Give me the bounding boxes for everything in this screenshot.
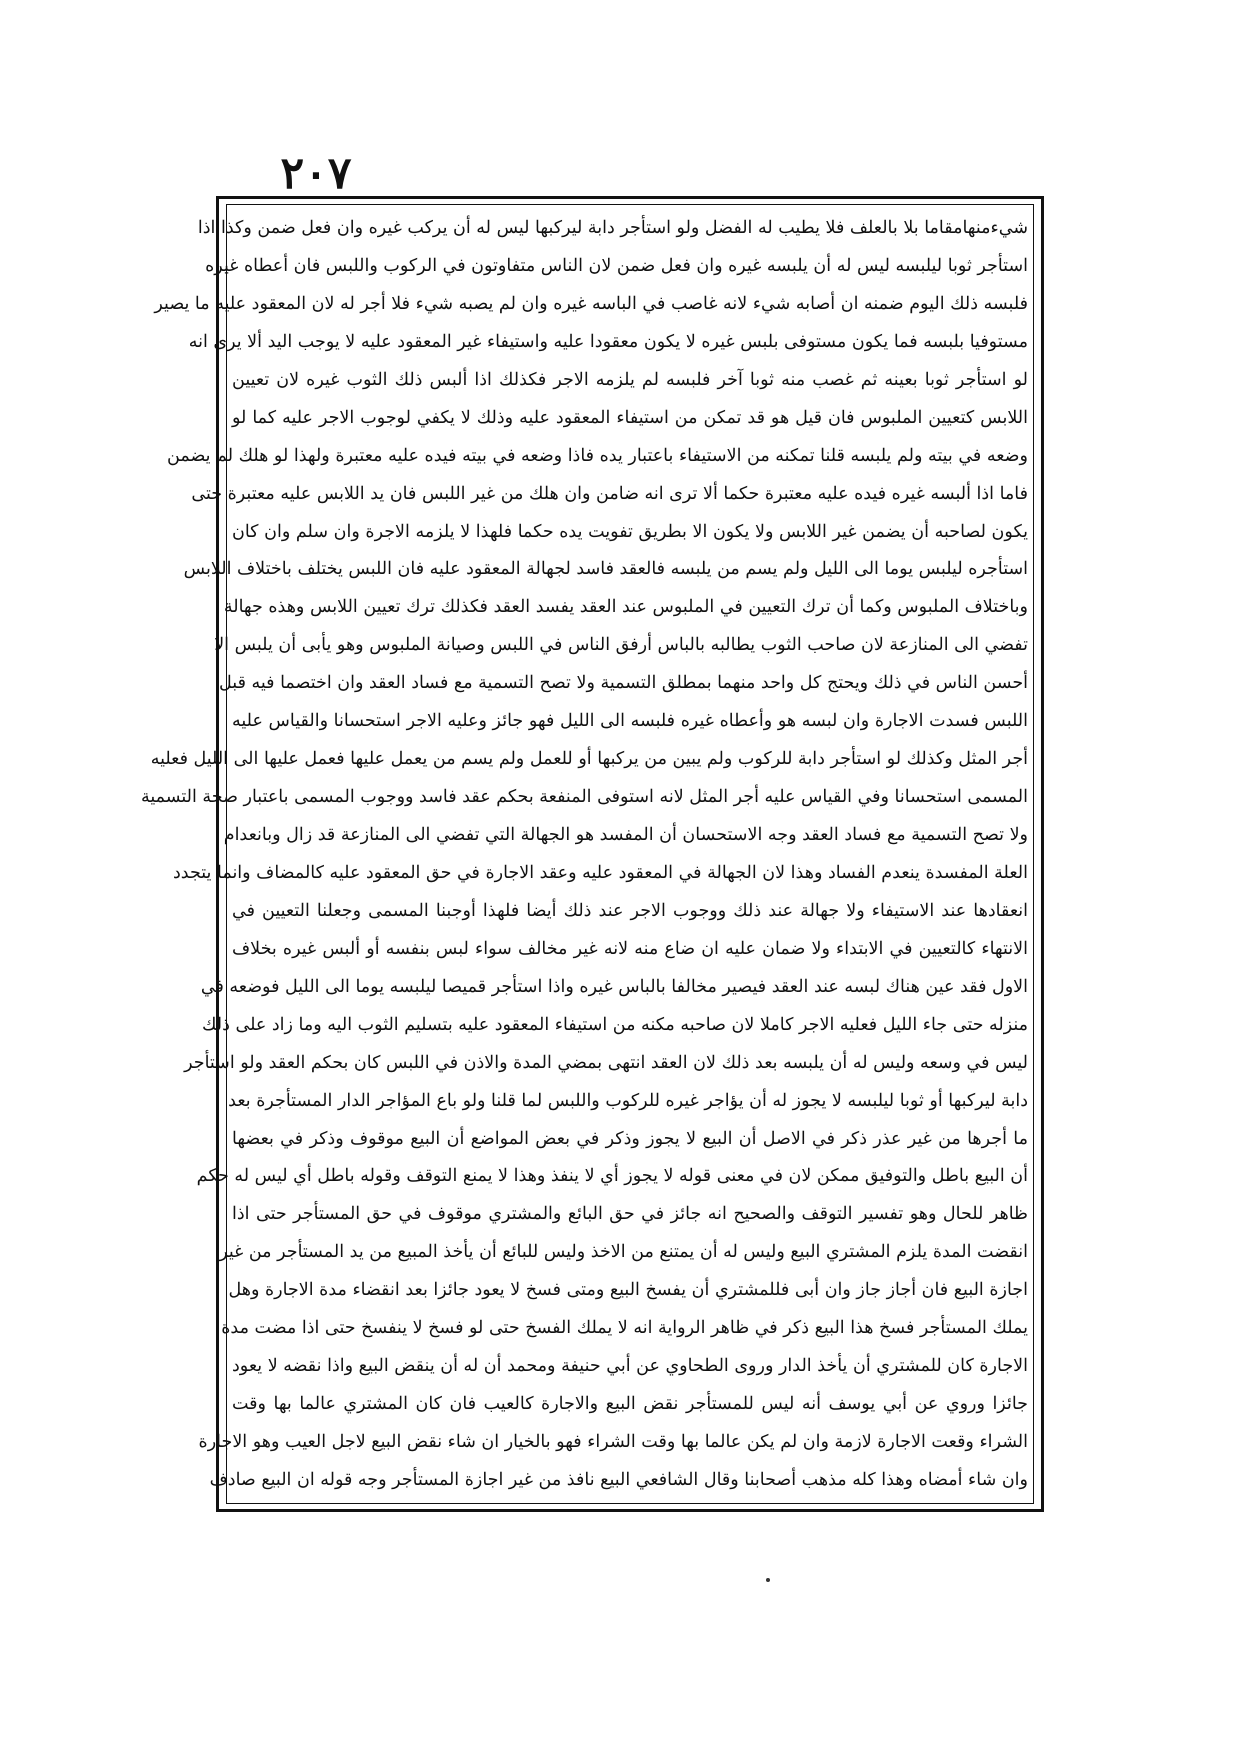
text-line: اللبس فسدت الاجارة وان لبسه هو وأعطاه غيره فلبسه الى الليل فهو جائز وعليه الاجر استحسانا والقياس عليه	[232, 711, 1028, 732]
text-line: منزله حتى جاء الليل فعليه الاجر كاملا لان صاحبه مكنه من استيفاء المعقود عليه بتسليم الثوب اليه وما زاد على ذلك	[202, 1014, 1028, 1035]
text-line: ليس في وسعه وليس له أن يلبسه بعد ذلك لان العقد انتهى بمضي المدة والاذن في اللبس كان بحكم العقد ولو استأجر	[184, 1052, 1028, 1073]
text-line: انعقادها عند الاستيفاء ولا جهالة عند ذلك ووجوب الاجر عند ذلك أيضا فلهذا أوجبنا المسمى وجعلنا التعيين في	[232, 900, 1028, 921]
text-line: انقضت المدة يلزم المشتري البيع وليس له أن يمتنع من الاخذ وليس للبائع أن يأخذ المبيع من يد المستأجر من غير	[219, 1242, 1028, 1263]
text-line: الانتهاء كالتعيين في الابتداء ولا ضمان عليه ان ضاع منه لانه غير مخالف سواء لبس بنفسه أو ألبس غيره بخلاف	[232, 938, 1028, 959]
text-line: وان شاء أمضاه وهذا كله مذهب أصحابنا وقال الشافعي البيع نافذ من غير اجازة المستأجر وجه قوله ان البيع صادف	[209, 1469, 1028, 1490]
text-line: الاجارة كان للمشتري أن يأخذ الدار وروى الطحاوي عن أبي حنيفة ومحمد أن له أن ينقض البيع واذا نقضه لا يعود	[231, 1356, 1028, 1377]
text-line: يملك المستأجر فسخ هذا البيع ذكر في ظاهر الرواية انه لا يملك الفسخ حتى لو فسخ لا ينفسخ حتى اذا مضت مدة	[221, 1318, 1028, 1339]
text-line: وضعه في بيته ولم يلبسه قلنا تمكنه من الاستيفاء باعتبار يده فاذا وضعه في بيته فيده عليه معتبرة ولهذا لو هلك لم يضمن	[167, 445, 1028, 466]
text-body	[140, 210, 1028, 1498]
text-line: تفضي الى المنازعة لان صاحب الثوب يطالبه بالباس أرفق الناس في اللبس وصيانة الملبوس وهو يأبى أن يلبس الا	[214, 635, 1028, 656]
text-line: دابة ليركبها أو ثوبا ليلبسه لا يجوز له أن يؤاجر غيره للركوب واللبس لما قلنا ولو باع المؤاجر الدار المستأجرة بعد	[228, 1090, 1028, 1111]
text-line: يكون لصاحبه أن يضمن غير اللابس ولا يكون الا بطريق تفويت يده حكما فلهذا لا يلزمه الاجرة وان سلم وان كان	[232, 521, 1028, 542]
text-line: اجازة البيع فان أجاز جاز وان أبى فللمشتري أن يفسخ البيع ومتى فسخ لا يعود جائزا بعد انقضاء مدة الاجارة وهل	[228, 1280, 1028, 1301]
text-line: الشراء وقعت الاجارة لازمة وان لم يكن عالما بها وقت الشراء فهو بالخيار ان شاء نقض البيع لاجل العيب وهو الاجارة	[198, 1432, 1028, 1452]
text-line: ولا تصح التسمية مع فساد العقد وجه الاستحسان أن المفسد هو الجهالة التي تفضي الى المنازعة قد زال وبانعدام	[223, 825, 1028, 845]
text-line: جائزا وروي عن أبي يوسف أنه ليس للمستأجر نقض البيع والاجارة كالعيب فان كان المشتري عالما بها وقت	[232, 1394, 1028, 1415]
text-line: أحسن الناس في ذلك ويحتج كل واحد منهما بمطلق التسمية ولا تصح التسمية مع فساد العقد وان اختصما فيه قبل	[219, 673, 1028, 694]
text-line: ظاهر للحال وهو تفسير التوقف والصحيح انه جائز في حق البائع والمشتري موقوف في حق المستأجر حتى اذا	[232, 1204, 1028, 1225]
text-line: استأجر ثوبا ليلبسه ليس له أن يلبسه غيره وان فعل ضمن لان الناس متفاوتون في الركوب واللبس فان أعطاه غيره	[205, 255, 1028, 276]
text-line: أجر المثل وكذلك لو استأجر دابة للركوب ولم يبين من يركبها أو للعمل ولم يسم من يعمل عليها فعمل عليها الى الليل فعليه	[150, 749, 1028, 770]
text-line: فلبسه ذلك اليوم ضمنه ان أصابه شيء لانه غاصب في الباسه غيره وان لم يصبه شيء فلا أجر له لان المعقود عليه ما يصير	[154, 293, 1028, 314]
text-line: فاما اذا ألبسه غيره فيده عليه معتبرة حكما ألا ترى انه ضامن وان هلك من غير اللبس فان يد اللابس عليه معتبرة حتى	[191, 483, 1028, 504]
page-number: ٢٠٧	[280, 148, 352, 199]
text-line: وباختلاف الملبوس وكما أن ترك التعيين في الملبوس عند العقد يفسد العقد فكذلك ترك تعيين اللابس وهذه جهالة	[223, 597, 1028, 618]
text-line: شيءمنهامقاما بلا بالعلف فلا يطيب له الفضل ولو استأجر دابة ليركبها ليس له أن يركب غيره وان فعل ضمن وكذا اذا	[197, 218, 1028, 238]
text-line: اللابس كتعيين الملبوس فان قيل هو قد تمكن من استيفاء المعقود عليه وذلك لا يكفي لوجوب الاجر عليه كما لو	[232, 407, 1028, 428]
text-line: مستوفيا بلبسه فما يكون مستوفى بلبس غيره لا يكون معقودا عليه واستيفاء غير المعقود عليه لا يوجب اليد ألا يرى انه	[188, 331, 1028, 352]
text-line: استأجره ليلبس يوما الى الليل ولم يسم من يلبسه فالعقد فاسد لجهالة المعقود عليه فان اللبس يختلف باختلاف اللابس	[183, 559, 1028, 580]
text-line: المسمى استحسانا وفي القياس عليه أجر المثل لانه استوفى المنفعة بحكم عقد فاسد ووجوب المسمى باعتبار صحة التسمية	[140, 787, 1028, 808]
text-line: العلة المفسدة ينعدم الفساد وهذا لان الجهالة في المعقود عليه وعقد الاجارة في حق المعقود عليه كالمضاف وانما يتجدد	[173, 862, 1028, 883]
text-line: ما أجرها من غير عذر ذكر في الاصل أن البيع لا يجوز وذكر في بعض المواضع أن البيع موقوف وذكر في بعضها	[232, 1128, 1028, 1149]
text-line: أن البيع باطل والتوفيق ممكن لان في معنى قوله لا يجوز أي لا ينفذ وهذا لا يمنع التوقف وقوله باطل أي ليس له حكم	[196, 1166, 1028, 1187]
text-line: الاول فقد عين هناك لبسه عند العقد فيصير مخالفا بالباس غيره واذا استأجر قميصا ليلبسه يوما الى الليل فوضعه في	[200, 976, 1028, 997]
text-line: لو استأجر ثوبا بعينه ثم غصب منه ثوبا آخر فلبسه لم يلزمه الاجر فكذلك اذا ألبس ذلك الثوب غيره لان تعيين	[232, 369, 1028, 390]
stray-ink-dot	[766, 1578, 770, 1582]
